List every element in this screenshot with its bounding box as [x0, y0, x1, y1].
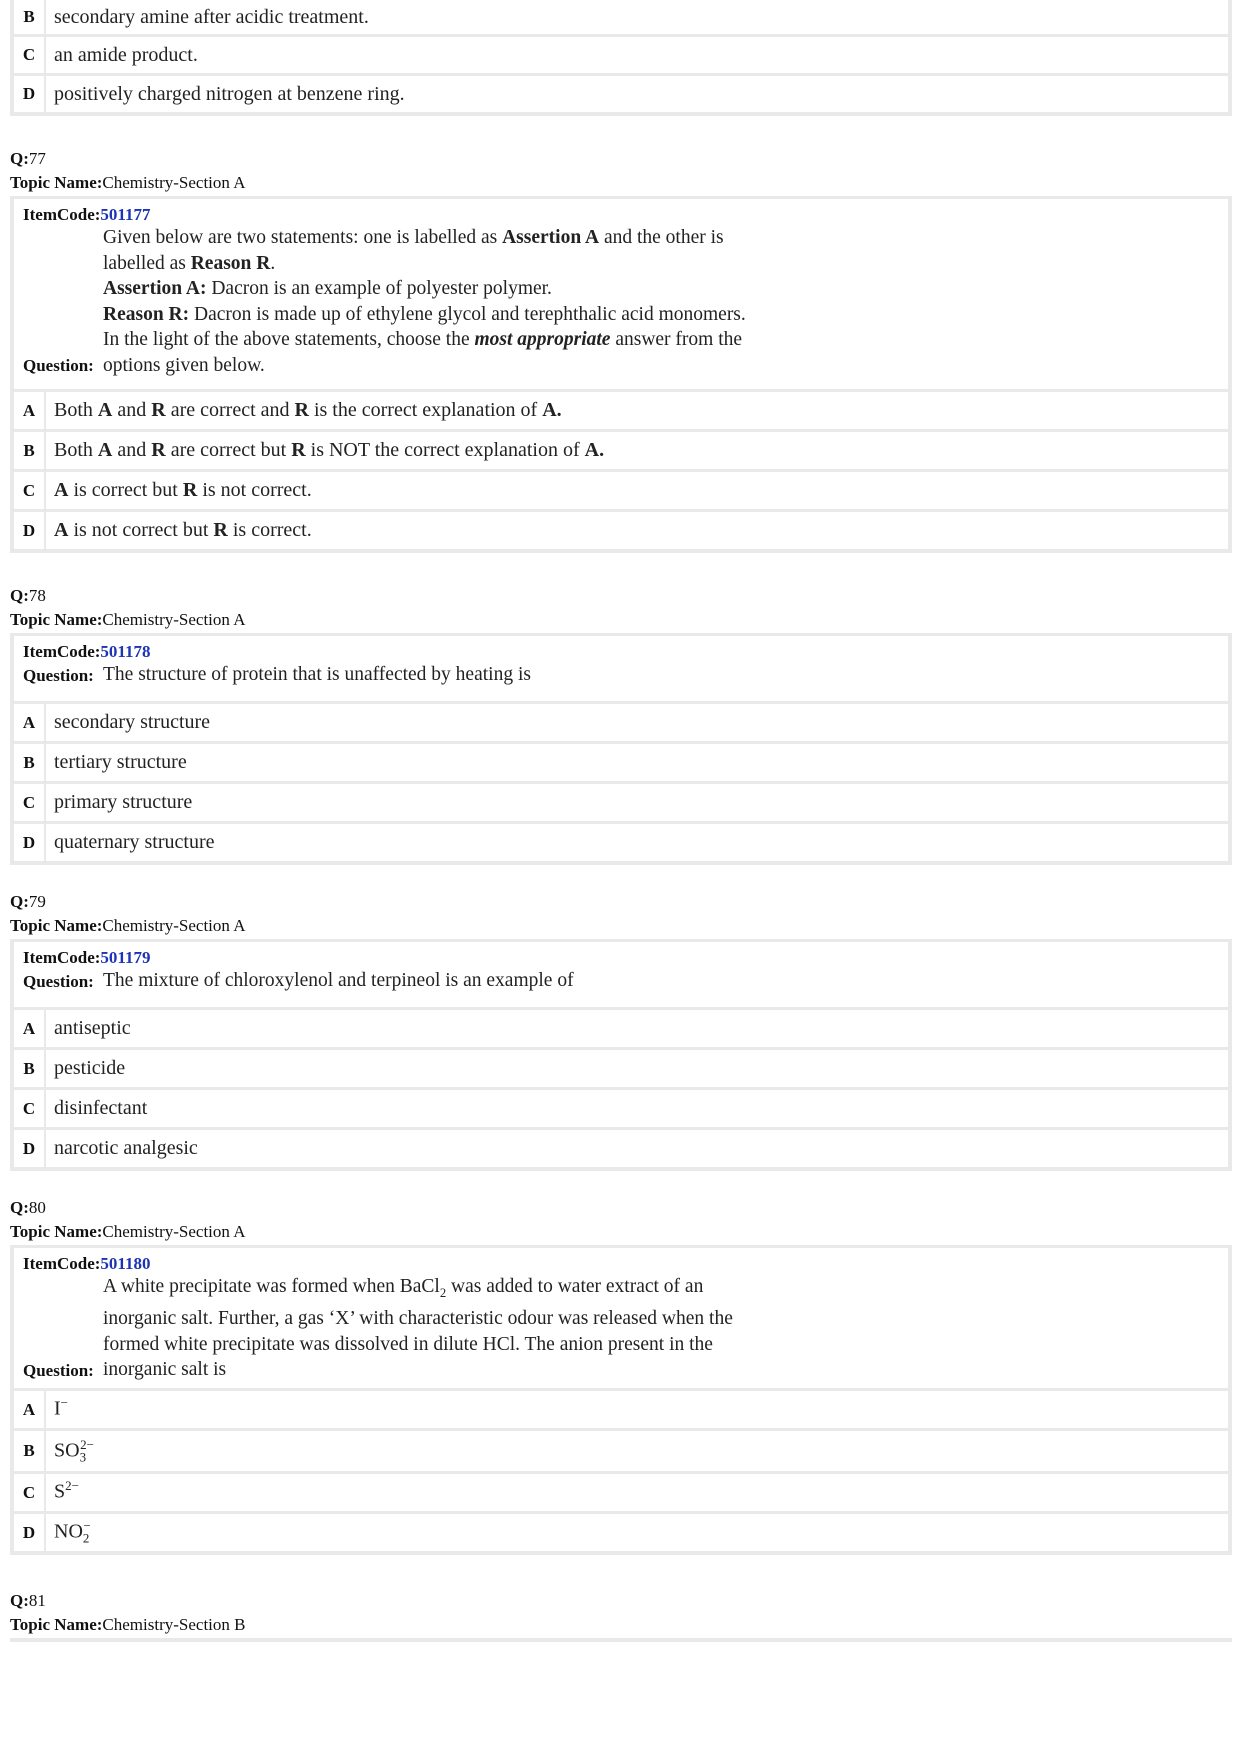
- question-header: [14, 942, 1228, 1007]
- question-label: Question:: [23, 971, 94, 991]
- topic-name: Topic Name:Chemistry-Section A: [10, 1222, 246, 1241]
- question-number: Q:81: [10, 1591, 46, 1610]
- option-text: $SO_3^{2-}$: [54, 1436, 94, 1465]
- option-letter: C: [14, 37, 46, 73]
- question-number: Q:77: [10, 149, 46, 168]
- option-letter: D: [14, 824, 46, 861]
- option-text: antiseptic: [54, 1017, 131, 1039]
- option-text: A is correct but R is not correct.: [54, 479, 312, 501]
- option-text: I−: [54, 1395, 69, 1420]
- question-card-79: [10, 939, 1232, 1171]
- option-letter: C: [14, 1090, 46, 1127]
- option-letter: C: [14, 1474, 46, 1511]
- option-letter: A: [14, 1391, 46, 1428]
- question-label: Question:: [23, 665, 94, 685]
- topic-name: Topic Name:Chemistry-Section A: [10, 173, 246, 192]
- option-row[interactable]: [14, 76, 1228, 112]
- option-letter: B: [14, 1431, 46, 1471]
- question-number: Q:78: [10, 586, 46, 605]
- option-text: $NO_2^-$: [54, 1518, 91, 1546]
- option-letter: B: [14, 0, 46, 34]
- item-code: ItemCode:501177: [23, 205, 151, 224]
- question-line: [23, 968, 1220, 994]
- option-letter: A: [14, 392, 46, 429]
- option-text: disinfectant: [54, 1097, 148, 1119]
- option-row[interactable]: [14, 744, 1228, 781]
- option-text: A is not correct but R is correct.: [54, 519, 312, 541]
- option-row[interactable]: [14, 1090, 1228, 1127]
- option-text: secondary structure: [54, 711, 211, 733]
- prev-options-card: [10, 0, 1232, 116]
- item-code: ItemCode:501179: [23, 948, 151, 967]
- question-line: [23, 1274, 1220, 1383]
- option-text: quaternary structure: [54, 831, 215, 853]
- option-text: narcotic analgesic: [54, 1137, 198, 1159]
- option-text: tertiary structure: [54, 751, 187, 773]
- topic-name: Topic Name:Chemistry-Section B: [10, 1615, 246, 1634]
- option-text: an amide product.: [54, 43, 198, 66]
- question-number: Q:80: [10, 1198, 46, 1217]
- option-text: Both A and R are correct but R is NOT the correct explanation of A.: [54, 439, 605, 461]
- option-text: positively charged nitrogen at benzene ring.: [54, 82, 405, 105]
- question-line: [23, 662, 1220, 688]
- question-text: A white precipitate was formed when BaCl$_2$ was added to water extract of an inorganic salt. Further, a gas ‘X’ with characteristic odour was released when the formed white precipitate was dissolved in dilute HCl. The anion present in the inorganic salt is: [103, 1276, 733, 1381]
- option-row[interactable]: [14, 1130, 1228, 1167]
- question-text: Given below are two statements: one is labelled as Assertion A and the other is labelled as Reason R. Assertion A: Dacron is an example of polyester polymer. Reason R: Dacron is made up of ethylene glycol and terephthalic acid monomers. In the light of the above statements, choose the most appropriate answer from the options given below.: [103, 227, 746, 376]
- item-code: ItemCode:501178: [23, 642, 151, 661]
- option-text: pesticide: [54, 1057, 126, 1079]
- option-text: $S^{2-}$: [54, 1478, 79, 1503]
- option-row[interactable]: [14, 704, 1228, 741]
- topic-name: Topic Name:Chemistry-Section A: [10, 610, 246, 629]
- question-card-77: [10, 196, 1232, 553]
- option-row[interactable]: [14, 1391, 1228, 1428]
- option-row[interactable]: [14, 0, 1228, 34]
- option-row[interactable]: [14, 432, 1228, 469]
- option-text: secondary amine after acidic treatment.: [54, 5, 369, 28]
- section-divider: [10, 1638, 1232, 1642]
- option-row[interactable]: [14, 37, 1228, 73]
- option-letter: A: [14, 1010, 46, 1047]
- option-letter: D: [14, 1514, 46, 1551]
- question-card-80: [10, 1245, 1232, 1555]
- question-label: Question:: [23, 1360, 94, 1380]
- option-letter: D: [14, 76, 46, 112]
- question-header: [14, 636, 1228, 701]
- question-label: Question:: [23, 356, 94, 375]
- option-row[interactable]: [14, 472, 1228, 509]
- question-header: [14, 199, 1228, 389]
- option-row[interactable]: [14, 1474, 1228, 1511]
- option-row[interactable]: [14, 1050, 1228, 1087]
- option-letter: D: [14, 1130, 46, 1167]
- option-text: Both A and R are correct and R is the correct explanation of A.: [54, 399, 562, 421]
- question-number: Q:79: [10, 892, 46, 911]
- question-text: The mixture of chloroxylenol and terpineol is an example of: [103, 970, 574, 991]
- option-row[interactable]: [14, 1010, 1228, 1047]
- option-row[interactable]: [14, 824, 1228, 861]
- option-row[interactable]: [14, 784, 1228, 821]
- topic-name: Topic Name:Chemistry-Section A: [10, 916, 246, 935]
- question-text: The structure of protein that is unaffected by heating is: [103, 664, 531, 685]
- option-letter: B: [14, 432, 46, 469]
- option-row[interactable]: [14, 1431, 1228, 1471]
- option-letter: B: [14, 1050, 46, 1087]
- option-row[interactable]: [14, 1514, 1228, 1551]
- question-header: [14, 1248, 1228, 1388]
- option-letter: C: [14, 784, 46, 821]
- option-text: primary structure: [54, 791, 193, 813]
- question-card-78: [10, 633, 1232, 865]
- option-row[interactable]: [14, 392, 1228, 429]
- question-line: [23, 225, 1220, 378]
- option-row[interactable]: [14, 512, 1228, 549]
- option-letter: B: [14, 744, 46, 781]
- option-letter: A: [14, 704, 46, 741]
- option-letter: D: [14, 512, 46, 549]
- item-code: ItemCode:501180: [23, 1254, 151, 1273]
- option-letter: C: [14, 472, 46, 509]
